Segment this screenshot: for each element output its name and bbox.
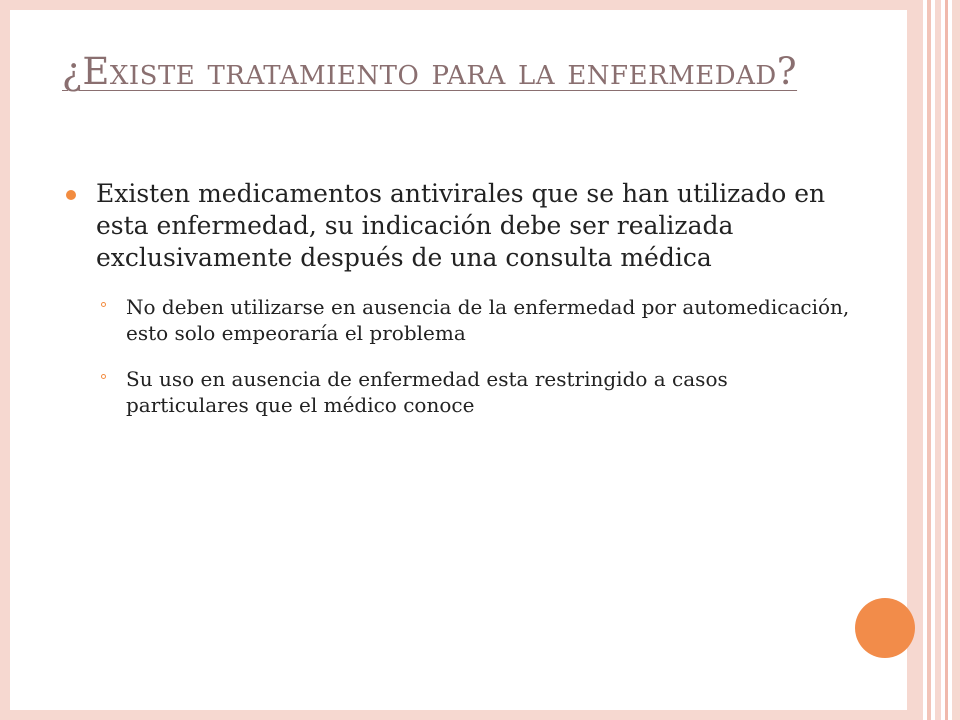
filled-circle-bullet-icon [66, 190, 76, 200]
bullet-item [96, 178, 856, 274]
sub-bullet-item [126, 294, 856, 346]
slide-title-text: ¿Existe tratamiento para la enfermedad? [62, 50, 798, 93]
sub-bullet-item [126, 366, 856, 418]
decorative-stripes [917, 0, 960, 720]
slide-content [96, 178, 856, 438]
sub-bullet-text: Su uso en ausencia de enfermedad esta restringido a casos particulares que el médico conoce [126, 367, 728, 417]
stripe [945, 0, 948, 720]
stripe [952, 0, 960, 720]
stripe [917, 0, 923, 720]
slide-title [62, 48, 882, 96]
stripe [927, 0, 931, 720]
bullet-text: Existen medicamentos antivirales que se han utilizado en esta enfermedad, su indicación debe ser realizada exclusivamente después de una consulta médica [96, 179, 826, 272]
hollow-ring-bullet-icon [101, 302, 106, 307]
stripe [935, 0, 941, 720]
orange-circle-icon [855, 598, 915, 658]
sub-bullet-list [96, 294, 856, 418]
sub-bullet-text: No deben utilizarse en ausencia de la enfermedad por automedicación, esto solo empeoraría el problema [126, 295, 850, 345]
hollow-ring-bullet-icon [101, 374, 106, 379]
